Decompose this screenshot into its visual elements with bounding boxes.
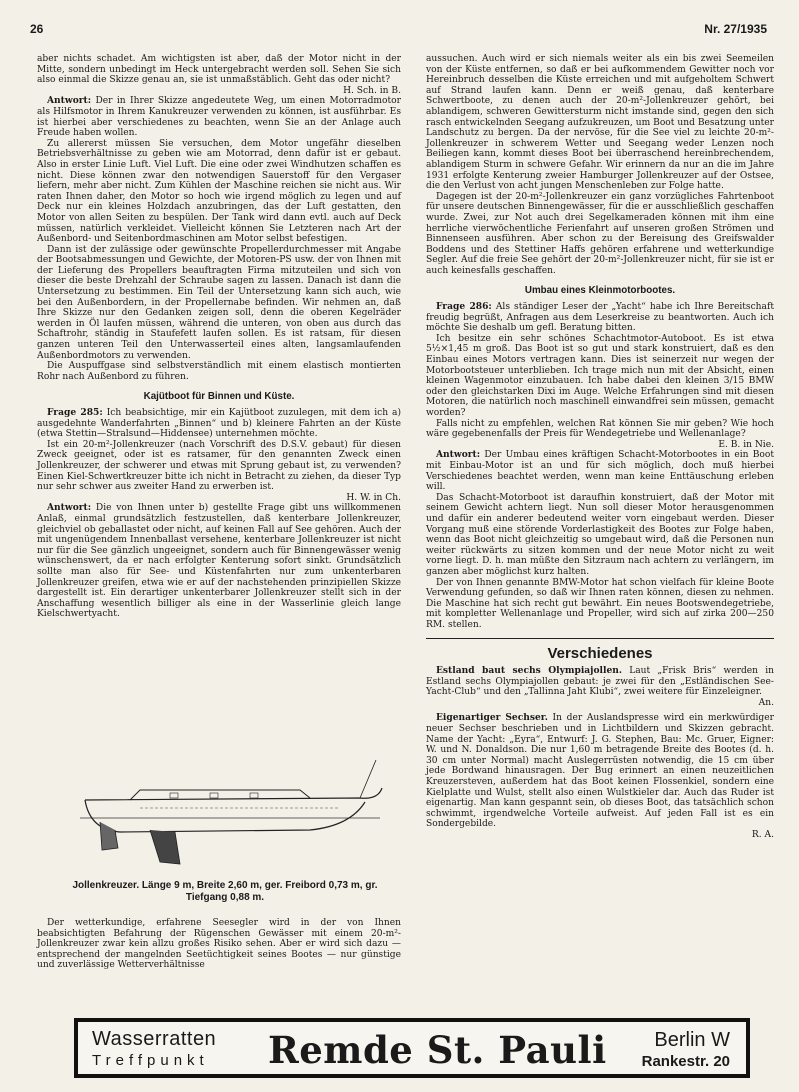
paragraph: Ist ein 20-m²-Jollenkreuzer (nach Vorschrift des D.S.V. gebaut) für diesen Zweck geeignet, oder ist es ratsamer, für den genannten Zweck einen Jollenkreuzer, der schwerer und etwas mit Sprung gebaut ist, zu verwenden? Einen Kiel-Schwertkreuzer bitte ich nicht in Betracht zu ziehen, da dieser Typ nur sehr schwer aus zweiter Hand zu erwerben ist. H. W. in Ch. <box>37 439 401 503</box>
signature: R. A. <box>751 829 774 840</box>
jollenkreuzer-sketch <box>60 760 390 880</box>
signature: H. W. in Ch. <box>346 492 401 503</box>
boat-drawing <box>60 760 390 880</box>
advertisement-remde <box>74 1018 750 1078</box>
paragraph: Dagegen ist der 20-m²-Jollenkreuzer ein ganz vorzügliches Fahrtenboot für unsere deutschen Binnengewässer, für die er ausschließlich geschaffen wurde. Zwei, zur Not auch drei Segelkameraden können mit ihm eine herrliche vierwöchentliche Ferienfahrt auf unseren großen Strömen und Binnenseen ausführen. Aber schon zu der Bereisung des Greifswalder Boddens und des Stettiner Haffs gehören erfahrene und wetterkundige Segler. Auf die freie See gehört der 20-m²-Jollenkreuzer nicht, für sie ist er auch keinesfalls geschaffen. <box>426 191 774 276</box>
answer-286: Antwort: Der Umbau eines kräftigen Schacht-Motorbootes in ein Boot mit Einbau-Motor ist an und für sich möglich, doch muß hierbei Verschiedenes beachtet werden, wenn man keine Enttäuschung erleben will. <box>426 449 774 493</box>
paragraph: aussuchen. Auch wird er sich niemals weiter als ein bis zwei Seemeilen von der Küste entfernen, so daß er bei aufkommendem Gewitter noch vor Hereinbruch desselben die Küste erreichen und mit aufgeholtem Schwert auf Strand laufen kann. Denn er weiß genau, daß kenterbare Schwertboote, zu denen auch der 20-m²-Jollenkreuzer gehört, bei ablandigem, schweren Gewittersturm nicht imstande sind, gegen den sich rasch entwickelnden Seegang aufzukreuzen, um Boot und Besatzung unter Landschutz zu bergen. Da der nervöse, für die See viel zu leichte 20-m²-Jollenkreuzer in schwerem Wetter und Seegang weder Lenzen noch Beiliegen kann, kommt dieses Boot bei überraschend hereinbrechendem, ablandigem Sturm in schwere Gefahr. Wir erinnern da nur an die im Jahre 1931 erfolgte Kenterung zweier Hamburger Jollenkreuzer auf der Ostsee, die den Verlust von acht jungen Menschenleben zur Folge hatte. <box>426 54 774 192</box>
news-sechser: Eigenartiger Sechser. In der Auslandspresse wird ein merkwürdiger neuer Sechser beschrieben und in Lichtbildern und Skizzen gebracht. Name der Yacht: „Eyra“, Entwurf: J. G. Stephen, Bau: Mc. Gruer, Eigner: W. und N. Donaldson. Die nur 1,60 m betragende Breite des Bootes (d. h. 30 cm unter Normal) macht Auslegerrüsten notwendig, die 15 cm über jede Bordwand hinausragen. Der Bug erinnert an einen neuzeitlichen Kreuzersteven, außerdem hat das Boot keinen Flossenkiel, sondern eine Kielplatte und Wulst, stellt also einen Wulstkieler dar. Auch das Ruder ist eigenartig. Man kann gespannt sein, ob dieses Boot, das tatsächlich schon schwimmt, irgendwelche Vorteile aufweist. Auf jeden Fall ist es ein Sondergebilde. R. A. <box>426 712 774 840</box>
ad-street: Rankestr. 20 <box>641 1053 730 1070</box>
section-heading-verschiedenes: Verschiedenes <box>547 645 653 663</box>
sketch-caption: Jollenkreuzer. Länge 9 m, Breite 2,60 m, ger. Freibord 0,73 m, gr. Tiefgang 0,88 m. <box>72 880 378 903</box>
paragraph: Der wetterkundige, erfahrene Seesegler wird in der von Ihnen beabsichtigten Befahrung der Rügenschen Gewässer mit einem 20-m²-Jollenkreuzer zwar kein allzu großes Risiko sehen. Aber er wird sich dazu — entsprechend der mangelnden Seetüchtigkeit seines Bootes — nur günstige und zuverlässige Wetterverhältnisse <box>37 918 401 971</box>
paragraph: Der von Ihnen genannte BMW-Motor hat schon vielfach für kleine Boote Verwendung gefunden, so daß wir Ihnen raten können, diesen zu nehmen. Die Maschine hat sich recht gut bewährt. Ein neues Bootswendegetriebe, mit kompletter Wellenanlage und Propeller, wird sich auf zirka 200—250 RM. stellen. <box>426 577 774 630</box>
paragraph: Das Schacht-Motorboot ist daraufhin konstruiert, daß der Motor mit seinem Gewicht achtern liegt. Nun soll dieser Motor herausgenommen und dafür ein anderer bedeutend weiter vorn eingebaut werden. Dieser Vorgang muß eine störende Vorderlastigkeit des Bootes zur Folge haben, wenn das Boot nicht gleichzeitig so umgebaut wird, daß die Personen nun weiter rückwärts zu sitzen kommen und der neue Motor nicht zu weit vorne liegt. D. h. man müßte den Sitzraum nach achtern zu verlängern, im ganzen aber möglichst kurz halten. <box>426 492 774 577</box>
question-286: Frage 286: Als ständiger Leser der „Yacht“ habe ich Ihre Bereitschaft freudig begrüßt, Anfragen aus dem Leserkreise zu beantworten. Auch ich möchte Sie deshalb um gefl. Beratung bitten. <box>426 301 774 334</box>
paragraph: Falls nicht zu empfehlen, welchen Rat können Sie mir geben? Wie hoch wäre gegebenenfalls der Preis für Wendegetriebe und Wellenanlage? E. B. in Nie. <box>426 418 774 450</box>
paragraph: Ich besitze ein sehr schönes Schachtmotor-Autoboot. Es ist etwa 5½×1,45 m groß. Das Boot ist so gut und stark konstruiert, daß es den Einbau eines Motors vertragen kann. Dies ist seinerzeit nur wegen der Motorbootsteuer unterblieben. Ich trage mich nun mit der Absicht, einen kleinen Wagenmotor einzubauen. Ich habe dabei den kleinen 3/15 BMW oder den gleichstarken Dixi im Auge. Welche Erfahrungen sind mit diesen Motoren, die natürlich noch maschinell einwandfrei sein müssen, gemacht worden? <box>426 333 774 418</box>
signature: E. B. in Nie. <box>718 439 774 450</box>
ad-line1: Wasserratten <box>92 1028 217 1050</box>
ad-line2: Treffpunkt <box>92 1052 209 1069</box>
paragraph: Dann ist der zulässige oder gewünschte Propellerdurchmesser mit Angabe der Bootsabmessungen und Gewichte, der Motoren-PS usw. der von Ihnen mit der Lieferung des Propellers beauftragten Firma mitzuteilen und sich von dieser die beste Drehzahl der Schraube sagen zu lassen. Danach ist dann die Untersetzung zu bestimmen. Ein Teil der Untersetzung kann sich auch, wie bei den Außenbordern, in der Propellernabe befinden. Wir nehmen an, daß Ihre Skizze nur den Gedanken zeigen soll, denn die oberen Kegelräder werden in Öl laufen müssen, während die unteren, von oben aus durch das Schaftrohr, ständig in Staufefett laufen sollen. Es ist ratsam, für diesen ganzen unteren Teil den Unterwasserteil eines alten, langsamlaufenden Außenbordmotors zu verwenden. <box>37 244 401 361</box>
ad-city: Berlin W <box>654 1029 730 1051</box>
answer-paragraph: Antwort: Der in Ihrer Skizze angedeutete Weg, um einen Motorradmotor als Hilfsmotor in Ihrem Kanukreuzer verwenden zu können, ist ausführbar. Es ist hierbei aber verschiedenes zu beachten, wenn Sie an der Anlage auch Freude haben wollen. <box>37 95 401 139</box>
left-column-continued <box>37 918 401 971</box>
paragraph: aber nichts schadet. Am wichtigsten ist aber, daß der Motor nicht in der Mitte, sondern unbedingt im Heck untergebracht werden soll. Sehen Sie sich also einmal die Skizze genau an, sie ist unmaßstäblich. Geht das oder nicht? H. Sch. in B. <box>37 54 401 96</box>
section-heading-umbau: Umbau eines Kleinmotorbootes. <box>524 285 676 297</box>
signature: An. <box>758 697 774 708</box>
left-column <box>37 54 401 620</box>
page-header <box>30 22 767 38</box>
section-heading-kajuetboot: Kajütboot für Binnen und Küste. <box>143 391 295 403</box>
paragraph: Zu allererst müssen Sie versuchen, dem Motor ungefähr dieselben Betriebsverhältnisse zu geben wie am Motorrad, denn dafür ist er gebaut. Also in erster Linie Luft. Viel Luft. Die eine oder zwei Windhutzen schaffen es nicht. Diese können zwar den notwendigen Sauerstoff für den Vergaser liefern, mehr aber nicht. Zum Kühlen der Maschine reichen sie nicht aus. Wir raten Ihnen daher, den Motor so hoch wie irgend möglich zu legen und auf Deck nur ein kleines Holzdach anzubringen, das der Luft gestatten, den Motor von allen Seiten zu bespülen. Der Tank wird dann evtl. auch auf Deck müssen, natürlich verkleidet. Vielleicht können Sie Letzteren nach Art der Außenbord- und Seitenbordmaschinen am Motor selbst befestigen. <box>37 138 401 245</box>
section-rule <box>426 638 774 639</box>
right-column <box>426 54 774 841</box>
paragraph: Die Auspuffgase sind selbstverständlich mit einem elastisch montierten Rohr nach Außenbord zu führen. <box>37 361 401 382</box>
page-number: 26 <box>30 22 44 36</box>
ad-brand: Remde St. Pauli <box>268 1028 607 1072</box>
answer-285: Antwort: Die von Ihnen unter b) gestellte Frage gibt uns willkommenen Anlaß, einmal grundsätzlich festzustellen, daß kenterbare Jollenkreuzer, gleichviel ob geballastet oder nicht, auf keinen Fall auf See gehören. Auch der mit ungenügendem Innenballast versehene, kenterbare Jollenkreuzer ist nicht nur für die See gänzlich ungeeignet, sondern auch für Binnengewässer wenig wünschenswert, da er nach erfolgter Kenterung sofort sinkt. Grundsätzlich sollte man also für See- und Küstenfahrten nur zum unkenterbaren Jollenkreuzer greifen, etwa wie er auf der nachstehenden prinzipiellen Skizze dargestellt ist. Ein derartiger unkenterbarer Jollenkreuzer stellt sich in der Anschaffung wesentlich billiger als eine in der Wasserlinie gleich lange Kielschwertyacht. <box>37 502 401 620</box>
news-estland: Estland baut sechs Olympiajollen. Laut „Frisk Bris“ werden in Estland sechs Olympiajollen gebaut: je zwei für den „Estländischen See-Yacht-Club“ und den „Tallinna Jaht Klubi“, zwei weitere für Einzeleigner. An. <box>426 665 774 708</box>
signature: H. Sch. in B. <box>343 85 401 96</box>
issue-number: Nr. 27/1935 <box>704 22 767 36</box>
question-285: Frage 285: Ich beabsichtige, mir ein Kajütboot zuzulegen, mit dem ich a) ausgedehnte Wanderfahrten „Binnen“ und b) kleinere Fahrten an der Küste (etwa Stettin—Stralsund—Hiddensee) unternehmen möchte. <box>37 407 401 440</box>
